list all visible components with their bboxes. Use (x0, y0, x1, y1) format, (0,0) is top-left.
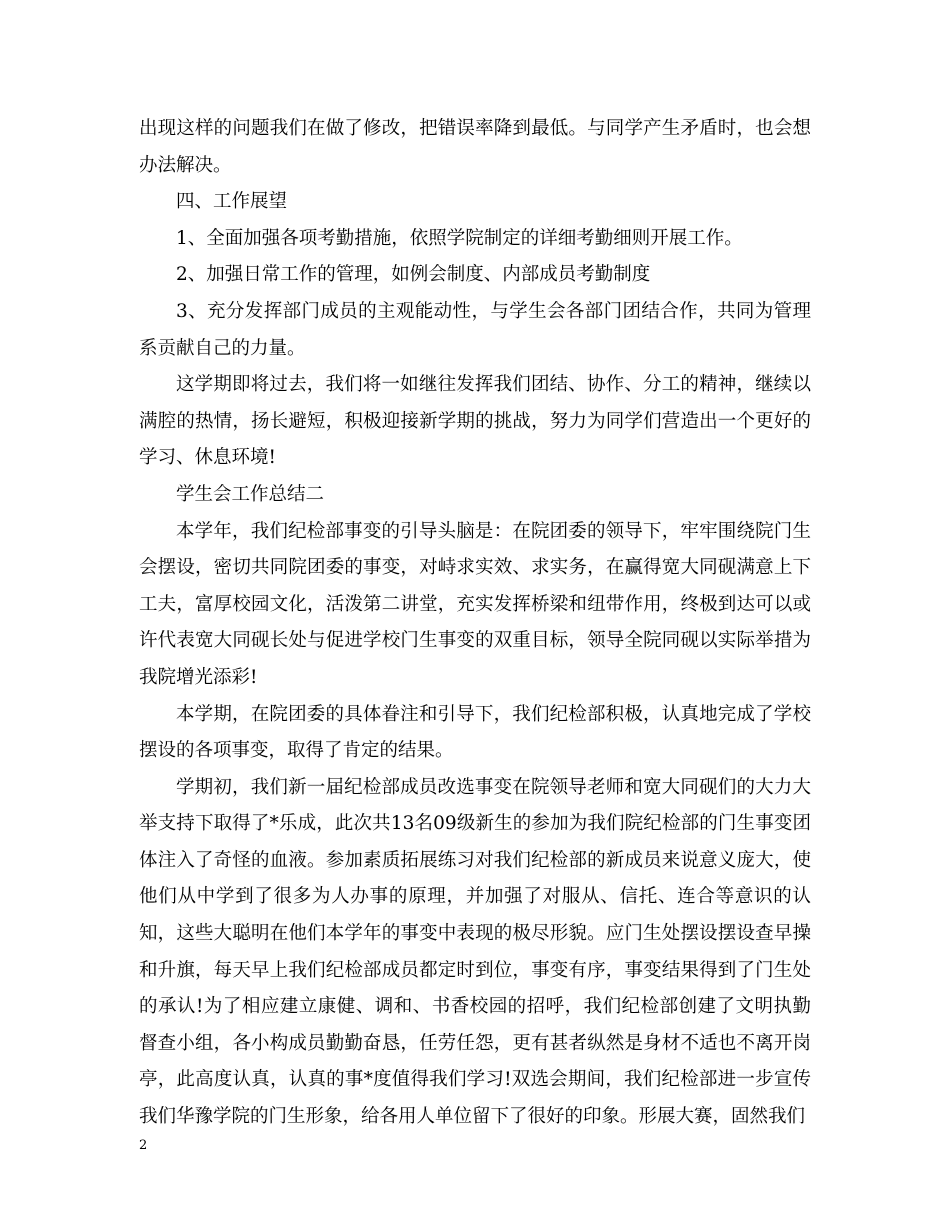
paragraph: 出现这样的问题我们在做了修改，把错误率降到最低。与同学产生矛盾时，也会想办法解决。 (139, 118, 811, 176)
paragraph: 本学期，在院团委的具体眷注和引导下，我们纪检部积极，认真地完成了学校摆设的各项事变，取得了肯定的结果。 (139, 703, 811, 762)
page-number: 2 (139, 1138, 148, 1153)
section-heading: 四、工作展望 (176, 191, 288, 213)
section-heading: 学生会工作总结二 (176, 483, 325, 505)
paragraph: 本学年，我们纪检部事变的引导头脑是：在院团委的领导下，牢牢围绕院门生会摆设，密切共同院团委的事变，对峙求实效、求实务，在赢得宽大同砚满意上下工夫，富厚校园文化，活泼第二讲堂，充实发挥桥梁和纽带作用，终极到达可以或许代表宽大同砚长处与促进学校门生事变的双重目标，领导全院同砚以实际举措为我院增光添彩! (139, 520, 811, 688)
paragraph: 学期初，我们新一届纪检部成员改选事变在院领导老师和宽大同砚们的大力大举支持下取得了*乐成，此次共13名09级新生的参加为我们院纪检部的门生事变团体注入了奇怪的血液。参加素质拓展练习对我们纪检部的新成员来说意义庞大，使他们从中学到了很多为人办事的原理，并加强了对服从、信托、连合等意识的认知，这些大聪明在他们本学年的事变中表现的极尽形貌。应门生处摆设摆设查早操和升旗，每天早上我们纪检部成员都定时到位，事变有序，事变结果得到了门生处的承认!为了相应建立康健、调和、书香校园的招呼，我们纪检部创建了文明执勤督查小组，各小构成员勤勤奋恳，任劳任怨，更有甚者纵然是身材不适也不离开岗亭，此高度认真，认真的事*度值得我们学习!双选会期间，我们纪检部进一步宣传我们华豫学院的门生形象，给各用人单位留下了很好的印象。形展大赛，固然我们 (139, 776, 811, 1128)
list-item: 2、加强日常工作的管理，如例会制度、内部成员考勤制度 (176, 264, 651, 286)
paragraph: 这学期即将过去，我们将一如继往发挥我们团结、协作、分工的精神，继续以满腔的热情，扬长避短，积极迎接新学期的挑战，努力为同学们营造出一个更好的学习、休息环境! (139, 374, 811, 469)
list-item: 3、充分发挥部门成员的主观能动性，与学生会各部门团结合作，共同为管理系贡献自己的力量。 (139, 300, 811, 359)
document-body (139, 111, 811, 1136)
list-item: 1、全面加强各项考勤措施，依照学院制定的详细考勤细则开展工作。 (176, 227, 743, 249)
